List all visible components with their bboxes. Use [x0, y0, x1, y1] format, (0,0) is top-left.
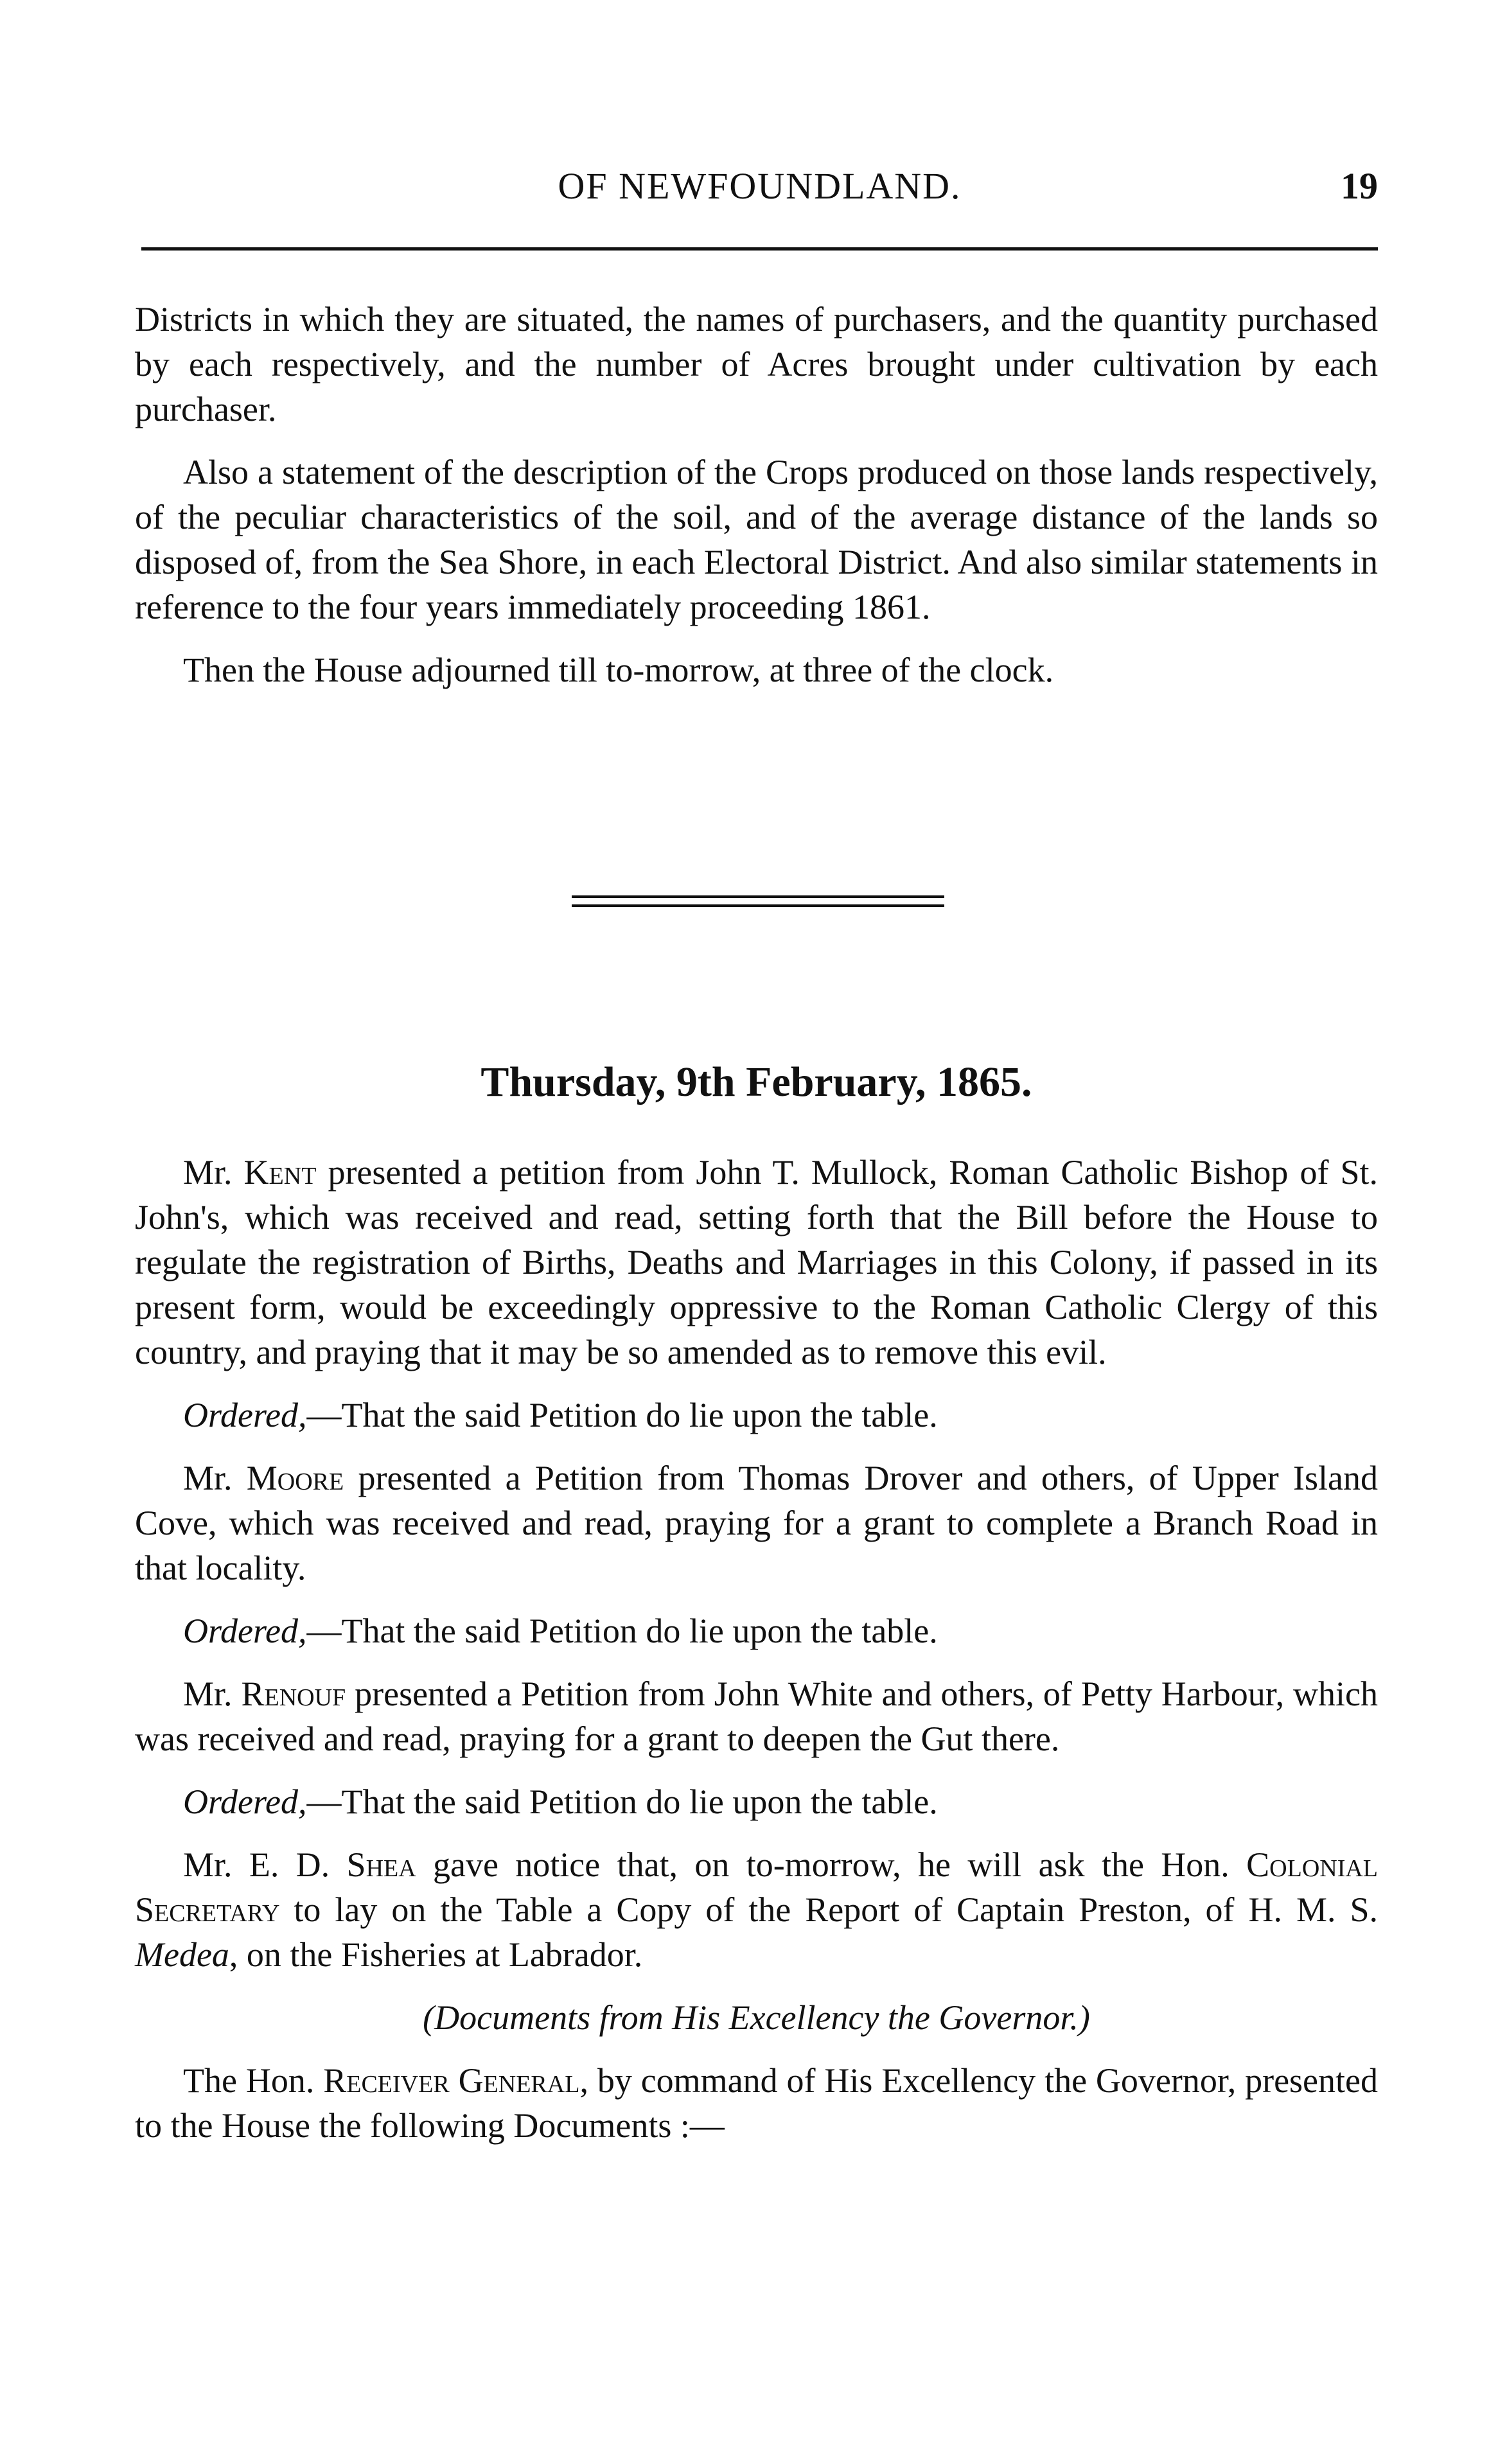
notice-text-3: , on the Fisheries at Labrador.	[229, 1935, 643, 1974]
paragraph-renouf-petition	[135, 1671, 1378, 1761]
ordered-label: Ordered,	[183, 1612, 307, 1650]
receiver-text: , by command of His Excellency the Governor, presented to the House the following Documents :—	[135, 2061, 1378, 2145]
running-title: OF NEWFOUNDLAND.	[558, 165, 962, 207]
speaker-name: Moore	[246, 1459, 344, 1497]
petition-text: presented a petition from John T. Mullock, Roman Catholic Bishop of St. John's, which was received and read, setting forth that the Bill before the House to regulate the registration of Births, Deaths and Marriages in this Colony, if passed in its present form, would be exceedingly oppressive to the Roman Catholic Clergy of this country, and praying that it may be so amended as to remove this evil.	[135, 1153, 1378, 1371]
petition-text: presented a Petition from John White and others, of Petty Harbour, which was received and read, praying for a grant to deepen the Gut there.	[135, 1675, 1378, 1758]
paragraph-districts: Districts in which they are situated, the names of purchasers, and the quantity purchased by each respectively, and the number of Acres brought under cultivation by each purchaser.	[135, 300, 1378, 428]
official-title: Colonial Secretary	[135, 1845, 1379, 1929]
paragraph-shea-notice	[135, 1842, 1378, 1977]
speaker-prefix: Mr.	[183, 1675, 242, 1713]
speaker-name: Renouf	[241, 1675, 346, 1713]
page-number: 19	[1341, 165, 1378, 207]
speaker-prefix: Mr. E. D.	[183, 1845, 347, 1884]
paragraph-ordered	[135, 1608, 1378, 1653]
ordered-label: Ordered,	[183, 1396, 307, 1434]
speaker-prefix: Mr.	[183, 1153, 244, 1192]
petition-text: presented a Petition from Thomas Drover and others, of Upper Island Cove, which was received and read, praying for a grant to complete a Branch Road in that locality.	[135, 1459, 1378, 1587]
section-divider-bottom	[572, 904, 944, 907]
speaker-prefix: Mr.	[183, 1459, 247, 1497]
ordered-label: Ordered,	[183, 1782, 307, 1821]
paragraph-adjourned: Then the House adjourned till to-morrow, at three of the clock.	[183, 651, 1054, 689]
notice-text-2: to lay on the Table a Copy of the Report of Captain Preston, of H. M. S.	[279, 1890, 1378, 1929]
top-section	[135, 297, 1378, 710]
speaker-name: Shea	[346, 1845, 416, 1884]
page-header	[141, 161, 1378, 212]
ordered-text: —That the said Petition do lie upon the table.	[306, 1396, 938, 1434]
ordered-text: —That the said Petition do lie upon the table.	[306, 1782, 938, 1821]
notice-text-1: gave notice that, on to-morrow, he will ask the Hon.	[416, 1845, 1247, 1884]
paragraph-receiver-general	[135, 2058, 1378, 2148]
official-title: Receiver General	[323, 2061, 580, 2100]
date-heading: Thursday, 9th February, 1865.	[480, 1059, 1032, 1105]
receiver-prefix: The Hon.	[183, 2061, 324, 2100]
paragraph-moore-petition	[135, 1456, 1378, 1590]
section-divider-top	[572, 895, 944, 898]
proceedings-section	[135, 1150, 1378, 2166]
ship-name: Medea	[135, 1935, 229, 1974]
speaker-name: Kent	[243, 1153, 317, 1192]
ordered-text: —That the said Petition do lie upon the table.	[306, 1612, 938, 1650]
documents-heading: (Documents from His Excellency the Governor.)	[423, 1998, 1090, 2037]
paragraph-kent-petition	[135, 1150, 1378, 1375]
paragraph-crops-statement: Also a statement of the description of the Crops produced on those lands respectively, of the peculiar characteristics of the soil, and of the average distance of the lands so disposed of, from the Sea Shore, in each Electoral District. And also similar statements in reference to the four years immediately proceeding 1861.	[135, 453, 1378, 626]
paragraph-ordered	[135, 1779, 1378, 1824]
paragraph-ordered	[135, 1393, 1378, 1438]
header-rule	[141, 247, 1378, 251]
